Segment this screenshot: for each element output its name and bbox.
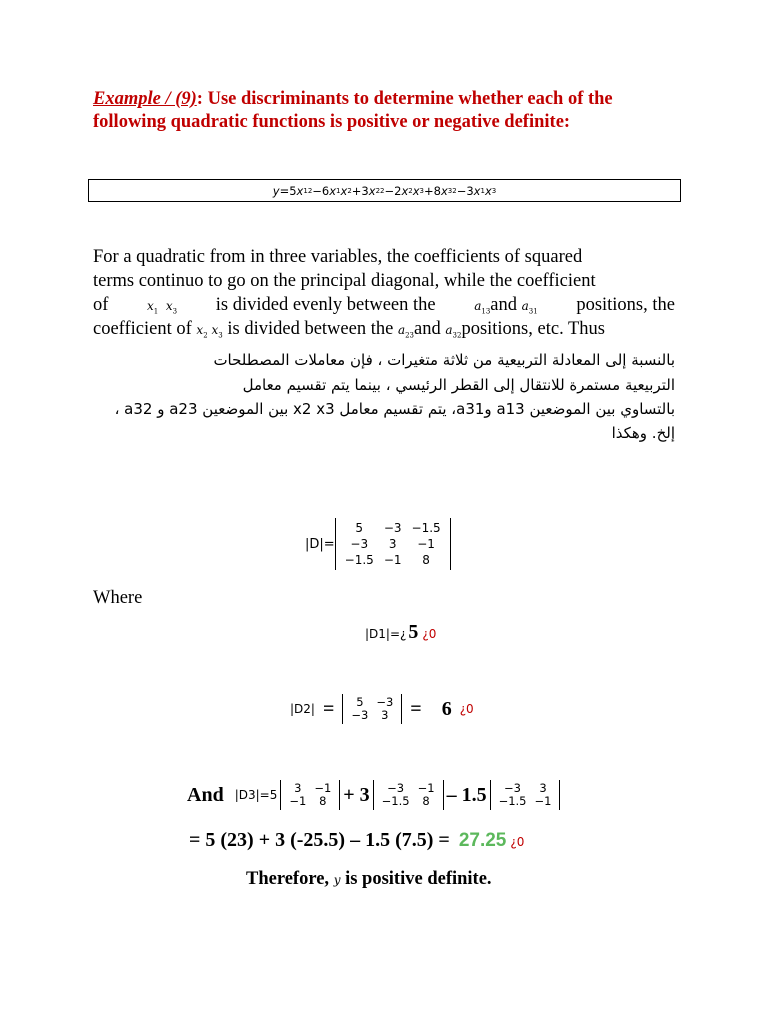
det-d-label: |D|= (305, 536, 335, 552)
matrix-cell: −1 (534, 794, 552, 808)
matrix-cell: −1 (417, 781, 435, 795)
matrix-cell: −1.5 (381, 794, 410, 808)
d2-line: |D2| = 5 −3 −3 3 = 6 ¿0 (290, 695, 474, 722)
d1-suffix: ¿0 (422, 627, 437, 641)
paragraph-line-1: For a quadratic from in three variables, the coefficients of squared (93, 247, 583, 267)
arabic-line-1: بالنسبة إلى المعادلة التربيعية من ثلاثة متغيرات ، فإن معاملات المصطلحات (213, 351, 675, 369)
matrix-cell: 3 (388, 537, 397, 551)
matrix-cell: −1.5 (411, 521, 441, 535)
matrix-cell: −1.5 (498, 794, 527, 808)
matrix-cell: −1 (417, 537, 435, 551)
matrix-cell: −3 (376, 695, 394, 709)
matrix-cell: −3 (383, 521, 402, 535)
paragraph-line-2: terms continuo to go on the principal diagonal, while the coefficient (93, 271, 596, 291)
matrix-cell: 5 (356, 695, 364, 709)
d1-line (365, 621, 436, 644)
matrix-cell: −1 (289, 794, 307, 808)
matrix-cell: −3 (504, 781, 521, 795)
matrix-cell: 3 (294, 781, 302, 795)
d1-value: 5 (408, 621, 419, 643)
matrix-cell: 8 (422, 553, 430, 567)
matrix-cell: −1 (314, 781, 332, 795)
matrix-cell: −3 (387, 781, 405, 795)
matrix-cell: −1 (383, 553, 402, 567)
d2-label: |D2| (290, 702, 315, 716)
matrix-cell: 8 (319, 794, 327, 808)
d2-value: 6 (441, 697, 452, 720)
d3-minor-2 (373, 780, 444, 810)
title-line-2: following quadratic functions is positive or negative definite: (93, 112, 571, 132)
arabic-line-3: بالتساوي بين الموضعين a13 وa31، يتم تقسيم معامل x2 x3 بين الموضعين a23 و a32 ، (114, 400, 675, 418)
determinant-d (305, 518, 451, 570)
result-expression: = 5 (23) + 3 (-25.5) – 1.5 (7.5) = (189, 829, 455, 851)
example-number: Example / (9) (93, 89, 197, 109)
result-line (189, 829, 524, 852)
d2-suffix: ¿0 (459, 702, 474, 716)
matrix-cell: −1.5 (344, 553, 374, 567)
paragraph-line-3: of $x_1$ $x_3$ is divided evenly between the $a_{13}and$ $a_{31}$ positions, the (93, 295, 675, 316)
d3-minor-1 (280, 780, 340, 810)
where-label: Where (93, 588, 143, 608)
det-d-matrix (335, 518, 451, 570)
d3-line: And |D3|=5 3 −1 −1 8 + 3 −3 −1 −1.5 8 – 1.5 −3 3 −1.5 −1 (187, 780, 560, 810)
conclusion: Therefore, y is positive definite. (246, 869, 492, 889)
arabic-line-4: إلخ. وهكذا (611, 424, 675, 442)
d2-matrix (342, 694, 402, 724)
paragraph-line-4: coefficient of $x_2$ $x_3$ is divided between the $a_{23}and$ $a_{32}positions$, etc. Thus (93, 319, 605, 340)
d3-label: |D3|=5 (234, 788, 278, 802)
matrix-cell: −3 (351, 708, 369, 722)
arabic-line-2: التربيعية مستمرة للانتقال إلى القطر الرئيسي ، بينما يتم تقسيم معامل (242, 376, 675, 394)
quadratic-equation-box: y =5 x 1 2 −6 x 1 x 2 +3 x 2 2 −2 x 2 x 3 +8 x 3 2 −3 x 1 x 3 (88, 179, 681, 202)
matrix-cell: 3 (381, 708, 389, 722)
d1-label: |D1|=¿ (365, 627, 407, 641)
result-value: 27.25 (458, 830, 507, 851)
example-title: Example / (9): Use discriminants to determine whether each of the following quadratic functions is positive or negative definite: (93, 89, 613, 132)
matrix-cell: 3 (539, 781, 547, 795)
matrix-cell: 8 (422, 794, 430, 808)
d3-and: And (187, 783, 224, 806)
result-suffix: ¿0 (510, 835, 525, 849)
title-line-1: Use discriminants to determine whether each of the (202, 89, 613, 109)
matrix-cell: 5 (355, 521, 364, 535)
d3-minor-3 (490, 780, 561, 810)
matrix-cell: −3 (350, 537, 369, 551)
